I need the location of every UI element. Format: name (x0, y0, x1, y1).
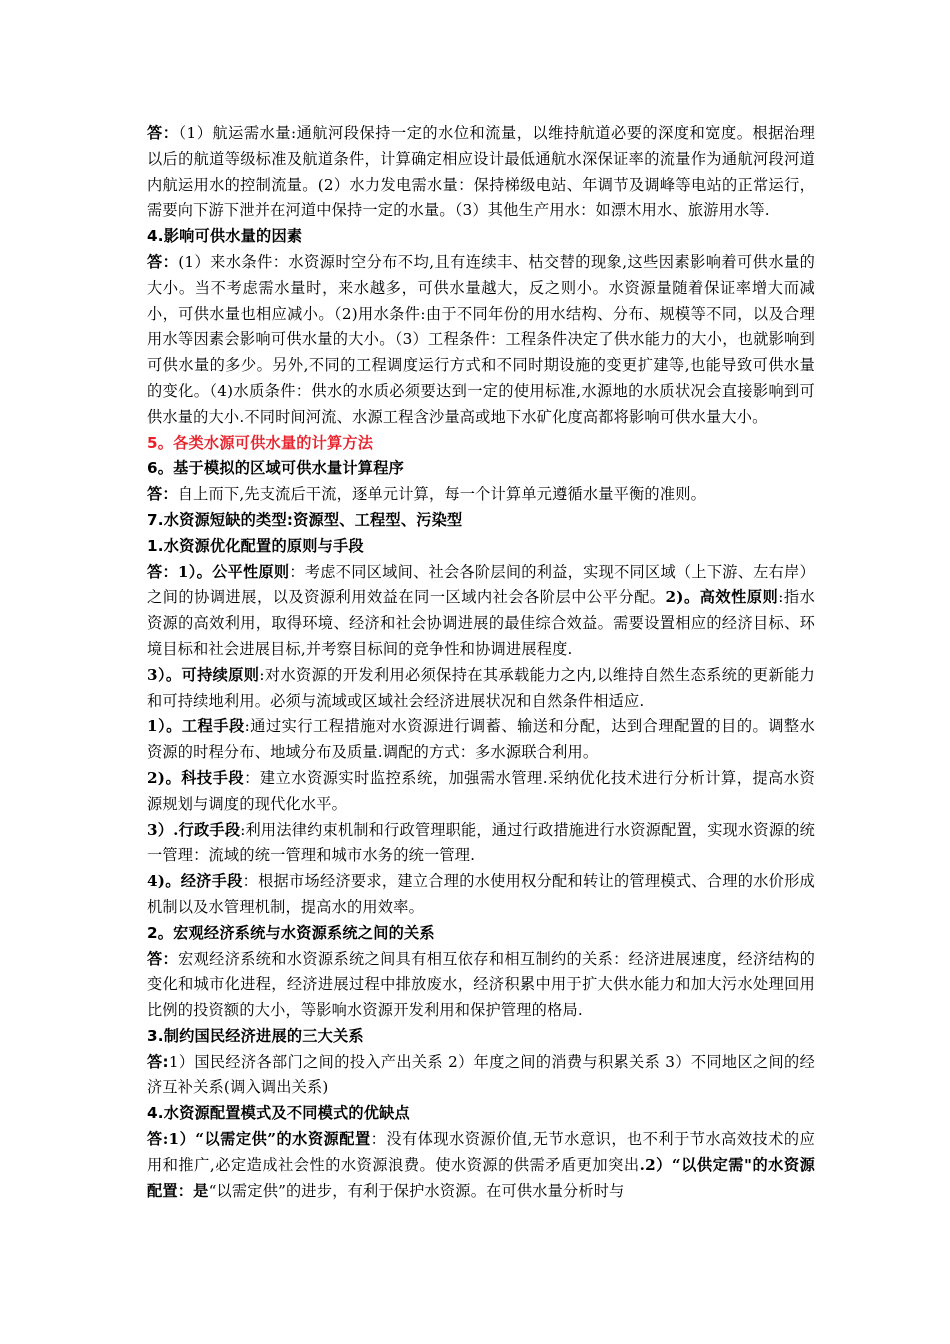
body-text: “以需定供”的进步，有利于保护水资源。在可供水量分析时与 (208, 1181, 625, 1200)
section-heading: 3.制约国民经济进展的三大关系 (147, 1026, 364, 1045)
bold-term: 3）.行政手段 (147, 820, 241, 839)
section-heading: 7.水资源短缺的类型:资源型、工程型、污染型 (147, 510, 463, 529)
document-body (147, 121, 815, 1204)
body-paragraph (147, 818, 815, 870)
body-paragraph (147, 560, 815, 663)
answer-text: 自上而下,先支流后干流，逐单元计算，每一个计算单元遵循水量平衡的准则。 (177, 485, 706, 504)
answer-label: 答： (147, 949, 179, 968)
section-heading: 2。宏观经济系统与水资源系统之间的关系 (147, 923, 435, 942)
answer-text: （1）航运需水量:通航河段保持一定的水位和流量，以维持航道必要的深度和宽度。根据治理以后的航道等级标准及航道条件，计算确定相应设计最低通航水深保证率的流量作为通航河段河道内航运用水的控制流量。(2）水力发电需水量：保持梯级电站、年调节及调峰等电站的正常运行，需要向下游下泄并在河道中保持一定的水量。（3）其他生产用水：如漂木用水、旅游用水等. (147, 124, 815, 220)
answer-label: 答： (147, 124, 179, 142)
body-paragraph (147, 869, 815, 921)
answer-paragraph (147, 482, 815, 508)
section-heading: 5。各类水源可供水量的计算方法 (147, 433, 374, 452)
answer-paragraph (147, 947, 815, 1024)
answer-paragraph (147, 250, 815, 431)
section-heading: 1.水资源优化配置的原则与手段 (147, 536, 364, 555)
section-heading: 4.水资源配置模式及不同模式的优缺点 (147, 1104, 410, 1123)
answer-label: 答： (147, 252, 179, 271)
body-paragraph (147, 1127, 815, 1204)
body-text: ：建立水资源实时监控系统，加强需水管理.采纳优化技术进行分析计算，提高水资源规划与调度的现代化水平。 (147, 768, 816, 813)
bold-term: 2)。高效性原则 (665, 588, 779, 607)
body-text: ：没有体现水资源价值,无节水意识，也不利于节水高效技术的应用和推广,必定造成社会性的水资源浪费。使水资源的供需矛盾更加突出 (147, 1130, 815, 1174)
body-text: :利用法律约束机制和行政管理职能，通过行政措施进行水资源配置，实现水资源的统一管理：流域的统一管理和城市水务的统一管理. (147, 820, 815, 865)
answer-text: (1）来水条件：水资源时空分布不均,且有连续丰、枯交替的现象,这些因素影响着可供水量的大小。当不考虑需水量时，来水越多，可供水量越大，反之则小。水资源量随着保证率增大而减小，可供水量也相应减小。（2)用水条件:由于不同年份的用水结构、分布、规模等不同，以及合理用水等因素会影响可供水量的大小。（3）工程条件：工程条件决定了供水能力的大小，也就影响到可供水量的多少。另外,不同的工程调度运行方式和不同时期设施的变更扩建等,也能导致可供水量的变化。（4)水质条件：供水的水质必须要达到一定的使用标准,水源地的水质状况会直接影响到可供水量的大小.不同时间河流、水源工程含沙量高或地下水矿化度高都将影响可供水量大小。 (147, 252, 816, 426)
bold-term: 3）。可持续原则 (147, 665, 260, 684)
answer-label: 答： (147, 485, 178, 504)
bold-term: 答：1）。公平性原则 (147, 562, 290, 581)
bold-term: .2）“以供定需"的水资源配置：是 (147, 1155, 815, 1200)
bold-term: 4)。经济手段 (147, 872, 243, 891)
bold-term: 答:1）“以需定供”的水资源配置 (147, 1130, 371, 1149)
body-paragraph (147, 714, 815, 766)
answer-label: 答: (147, 1052, 169, 1071)
body-paragraph (147, 663, 815, 715)
body-text: :指水资源的高效利用，取得环境、经济和社会协调进展的最佳综合效益。需要设置相应的经济目标、环境目标和社会进展目标,并考察目标间的竞争性和协调进展程度. (147, 588, 815, 658)
section-heading: 6。基于模拟的区域可供水量计算程序 (147, 459, 404, 478)
section-heading: 4.影响可供水量的因素 (147, 227, 303, 246)
answer-paragraph (147, 121, 815, 224)
body-text: :对水资源的开发利用必须保持在其承载能力之内,以维持自然生态系统的更新能力和可持续地利用。必须与流域或区域社会经济进展状况和自然条件相适应. (147, 665, 815, 710)
body-paragraph (147, 766, 815, 818)
body-text: ：根据市场经济要求，建立合理的水使用权分配和转让的管理模式、合理的水价形成机制以及水管理机制，提高水的用效率。 (147, 872, 816, 916)
answer-text: 宏观经济系统和水资源系统之间具有相互依存和相互制约的关系：经济进展速度，经济结构的变化和城市化进程，经济进展过程中排放废水，经济积累中用于扩大供水能力和加大污水处理回用比例的投资额的大小，等影响水资源开发利用和保护管理的格局. (147, 949, 815, 1020)
answer-paragraph (147, 1050, 815, 1102)
bold-term: 1）。工程手段 (147, 717, 245, 736)
bold-term: 2)。科技手段 (147, 768, 245, 787)
body-text: :通过实行工程措施对水资源进行调蓄、输送和分配，达到合理配置的目的。调整水资源的时程分布、地域分布及质量.调配的方式：多水源联合利用。 (147, 717, 815, 762)
answer-text: 1）国民经济各部门之间的投入产出关系 2）年度之间的消费与积累关系 3）不同地区之间的经济互补关系(调入调出关系) (147, 1052, 815, 1097)
body-text: ：考虑不同区域间、社会各阶层间的利益，实现不同区域（上下游、左右岸）之间的协调进展，以及资源利用效益在同一区域内社会各阶层中公平分配。 (147, 562, 815, 607)
